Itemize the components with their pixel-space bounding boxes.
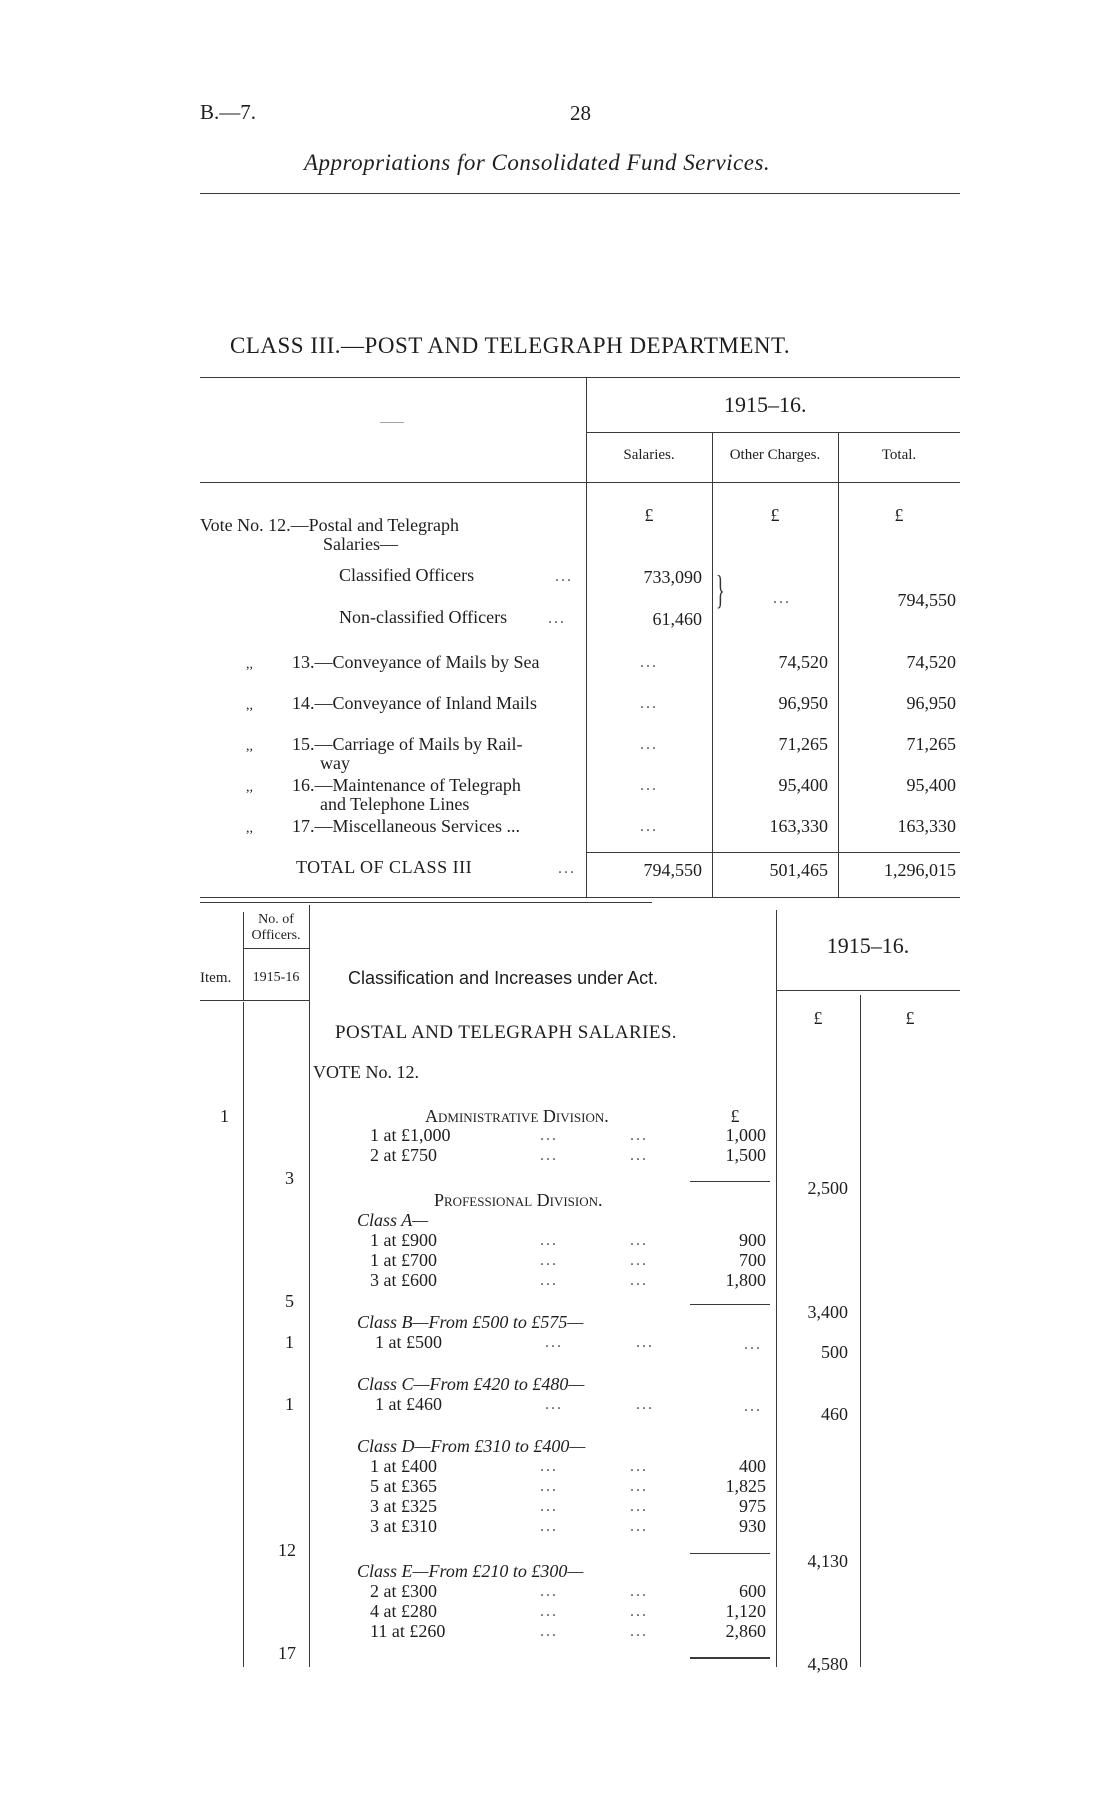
detail-header-rule: [200, 1000, 310, 1001]
leader-dots: ...: [540, 1232, 558, 1249]
class-c-officers: 1: [285, 1394, 294, 1414]
salary-line-label: 3 at £325: [370, 1496, 437, 1516]
leader-dots: ...: [540, 1518, 558, 1535]
leader-dots: ...: [540, 1623, 558, 1640]
salary-line-label: 1 at £700: [370, 1250, 437, 1270]
leader-dots: ...: [630, 1127, 648, 1144]
year-rule: [586, 432, 960, 433]
summary-row-total: 163,330: [897, 816, 956, 836]
leader-dots: ...: [558, 860, 576, 877]
ditto-mark: ,,: [246, 698, 253, 713]
leader-dots: ...: [630, 1478, 648, 1495]
summary-row-label: 17.—Miscellaneous Services ...: [292, 816, 520, 836]
col-classification: Classification and Increases under Act.: [348, 968, 659, 988]
page-subtitle: Appropriations for Consolidated Fund Services.: [304, 150, 771, 175]
ditto-mark: ,,: [246, 657, 253, 672]
class-e-total: 4,580: [807, 1654, 848, 1674]
salary-line-label: 4 at £280: [370, 1601, 437, 1621]
brace-icon: }: [716, 567, 725, 612]
class-e-officers: 17: [278, 1643, 296, 1663]
leader-dots: ...: [630, 1147, 648, 1164]
class-b-total: 500: [821, 1342, 848, 1362]
summary-row-label: 14.—Conveyance of Inland Mails: [292, 693, 537, 713]
leader-dots: ...: [540, 1583, 558, 1600]
class-c-text: Class C—From £420 to £480—: [357, 1374, 585, 1394]
admin-officers: 3: [285, 1168, 294, 1188]
leader-dots: ...: [545, 1334, 563, 1351]
salary-line-amount: 1,800: [725, 1270, 766, 1290]
col-item: Item.: [200, 970, 232, 986]
ditto-mark: ,,: [246, 780, 253, 795]
summary-row-other: 163,330: [769, 816, 828, 836]
leader-dots: ...: [630, 1252, 648, 1269]
salary-line-amount: 1,000: [725, 1125, 766, 1145]
page-number: 28: [570, 101, 591, 125]
col-officers-cont: Officers.: [251, 928, 301, 943]
nonclassified-label: Non-classified Officers: [339, 607, 508, 627]
year-rule: [776, 990, 960, 991]
vote12-title: Vote No. 12.—Postal and Telegraph: [200, 515, 460, 535]
item-col-divider: [243, 1002, 244, 1667]
salary-line-amount: 1,500: [725, 1145, 766, 1165]
summary-row-salaries: ...: [640, 777, 658, 794]
subtotal-rule: [690, 1553, 770, 1554]
col-total: Total.: [881, 447, 917, 463]
class-e-text: Class E—From £210 to £300—: [357, 1561, 584, 1581]
salary-line-amount: 1,120: [725, 1601, 766, 1621]
subtotal-col-divider: [860, 995, 861, 1667]
salary-line-label: 5 at £365: [370, 1476, 437, 1496]
summary-row-salaries: ...: [640, 654, 658, 671]
ditto-mark: ,,: [246, 821, 253, 836]
summary-row-other: 96,950: [778, 693, 828, 713]
header-bottom-rule: [200, 482, 960, 483]
vote-label: VOTE No. 12.: [313, 1062, 419, 1082]
leader-dots: ...: [540, 1252, 558, 1269]
admin-division-heading: Administrative Division.: [425, 1106, 609, 1126]
salary-line-amount: 975: [739, 1496, 766, 1516]
col-officers: No. of: [258, 912, 294, 927]
summary-top-rule: [200, 377, 960, 378]
summary-row-label: 15.—Carriage of Mails by Rail-: [292, 734, 523, 754]
officers-col-divider: [309, 905, 310, 1667]
total-other: 501,465: [769, 860, 828, 880]
salary-line-amount: 2,860: [725, 1621, 766, 1641]
salary-line-amount: 900: [739, 1230, 766, 1250]
summary-row-salaries: ...: [640, 818, 658, 835]
summary-row-other: 95,400: [778, 775, 828, 795]
summary-row-total: 96,950: [906, 693, 956, 713]
currency-total: £: [894, 505, 904, 525]
class-e-heading: [357, 1561, 583, 1582]
salary-line-amount: 400: [739, 1456, 766, 1476]
officers-rule: [243, 948, 309, 949]
summary-row-label-cont: and Telephone Lines: [320, 794, 470, 814]
leader-dots: ...: [744, 1336, 762, 1353]
class-c-total: 460: [821, 1404, 848, 1424]
leader-dots: ...: [540, 1603, 558, 1620]
currency-salaries: £: [644, 505, 654, 525]
summary-row-label: 16.—Maintenance of Telegraph: [292, 775, 521, 795]
class-d-total: 4,130: [807, 1551, 848, 1571]
subtotal-rule: [690, 1181, 770, 1182]
ditto-mark: ,,: [246, 739, 253, 754]
classified-label: Classified Officers: [339, 565, 475, 585]
leader-dots: ...: [540, 1127, 558, 1144]
col-officers-year: 1915-16: [252, 970, 300, 985]
total-total: 1,296,015: [884, 860, 956, 880]
total-rule: [586, 852, 960, 853]
salary-line-label: 3 at £310: [370, 1516, 437, 1536]
summary-row-label-cont: way: [320, 753, 350, 773]
item-number: 1: [220, 1106, 229, 1126]
currency-other: £: [770, 505, 780, 525]
summary-row-other: 71,265: [778, 734, 828, 754]
leader-dots: ...: [630, 1232, 648, 1249]
leader-dots: ...: [630, 1623, 648, 1640]
class-b-line: 1 at £500: [375, 1332, 442, 1352]
subtotal-rule: [690, 1304, 770, 1305]
salary-line-amount: 930: [739, 1516, 766, 1536]
class-a-heading: Class A—: [357, 1210, 429, 1230]
leader-dots: ...: [540, 1272, 558, 1289]
summary-row-salaries: ...: [640, 736, 658, 753]
class-a-officers: 5: [285, 1291, 294, 1311]
salary-line-label: 3 at £600: [370, 1270, 437, 1290]
header-rule: [200, 193, 960, 194]
leader-dots: ...: [636, 1396, 654, 1413]
leader-dots: ...: [630, 1583, 648, 1600]
nonclassified-salaries: 61,460: [652, 609, 702, 629]
summary-row-total: 71,265: [906, 734, 956, 754]
summary-row-label: 13.—Conveyance of Mails by Sea: [292, 652, 540, 672]
class-b-heading: [357, 1312, 583, 1333]
salary-line-label: 1 at £1,000: [370, 1125, 451, 1145]
salary-line-amount: 600: [739, 1581, 766, 1601]
classified-salaries: 733,090: [643, 567, 702, 587]
class-a-total: 3,400: [807, 1302, 848, 1322]
vote12-other-charges: ...: [773, 590, 791, 607]
leader-dots: ...: [630, 1603, 648, 1620]
vote12-title-cont: Salaries—: [323, 534, 398, 554]
vote12-total: 794,550: [897, 590, 956, 610]
class-d-heading: [357, 1436, 585, 1457]
class-b-text: Class B—From £500 to £575—: [357, 1312, 584, 1332]
document-ref: B.—7.: [200, 100, 257, 124]
leader-dots: ...: [744, 1398, 762, 1415]
class-d-officers: 12: [278, 1540, 296, 1560]
currency-detail: £: [905, 1008, 915, 1028]
summary-year: 1915–16.: [724, 392, 807, 417]
class-c-line: 1 at £460: [375, 1394, 442, 1414]
summary-row-total: 95,400: [906, 775, 956, 795]
stub-placeholder: ——: [380, 414, 404, 428]
leader-dots: ...: [636, 1334, 654, 1351]
salary-line-label: 2 at £300: [370, 1581, 437, 1601]
summary-bottom-rule: [200, 897, 960, 898]
total-label: TOTAL OF CLASS III: [296, 857, 473, 877]
salary-line-amount: 700: [739, 1250, 766, 1270]
leader-dots: ...: [540, 1498, 558, 1515]
leader-dots: ...: [540, 1458, 558, 1475]
leader-dots: ...: [555, 568, 573, 585]
leader-dots: ...: [630, 1458, 648, 1475]
class-d-text: Class D—From £310 to £400—: [357, 1436, 586, 1456]
summary-row-total: 74,520: [906, 652, 956, 672]
summary-row-other: 74,520: [778, 652, 828, 672]
detail-year: 1915–16.: [826, 933, 910, 958]
detail-top-rule: [200, 902, 652, 903]
total-salaries: 794,550: [643, 860, 702, 880]
currency-detail: £: [813, 1008, 823, 1028]
class-b-officers: 1: [285, 1332, 294, 1352]
leader-dots: ...: [548, 610, 566, 627]
class-c-heading: [357, 1374, 584, 1395]
salary-line-label: 11 at £260: [370, 1621, 446, 1641]
leader-dots: ...: [545, 1396, 563, 1413]
admin-total: 2,500: [807, 1178, 848, 1198]
salary-line-label: 1 at £900: [370, 1230, 437, 1250]
leader-dots: ...: [630, 1518, 648, 1535]
section-title: POSTAL AND TELEGRAPH SALARIES.: [335, 1022, 677, 1043]
salary-line-amount: 1,825: [725, 1476, 766, 1496]
leader-dots: ...: [540, 1478, 558, 1495]
summary-row-salaries: ...: [640, 695, 658, 712]
leader-dots: ...: [540, 1147, 558, 1164]
prof-division-heading: Professional Division.: [434, 1190, 603, 1210]
col-other-charges: Other Charges.: [729, 447, 821, 463]
subtotal-rule: [690, 1657, 770, 1659]
leader-dots: ...: [630, 1498, 648, 1515]
col-salaries: Salaries.: [623, 447, 675, 463]
class-heading: CLASS III.—POST AND TELEGRAPH DEPARTMENT.: [230, 333, 791, 358]
salary-line-label: 1 at £400: [370, 1456, 437, 1476]
leader-dots: ...: [630, 1272, 648, 1289]
currency-detail: £: [730, 1106, 740, 1126]
salary-line-label: 2 at £750: [370, 1145, 437, 1165]
